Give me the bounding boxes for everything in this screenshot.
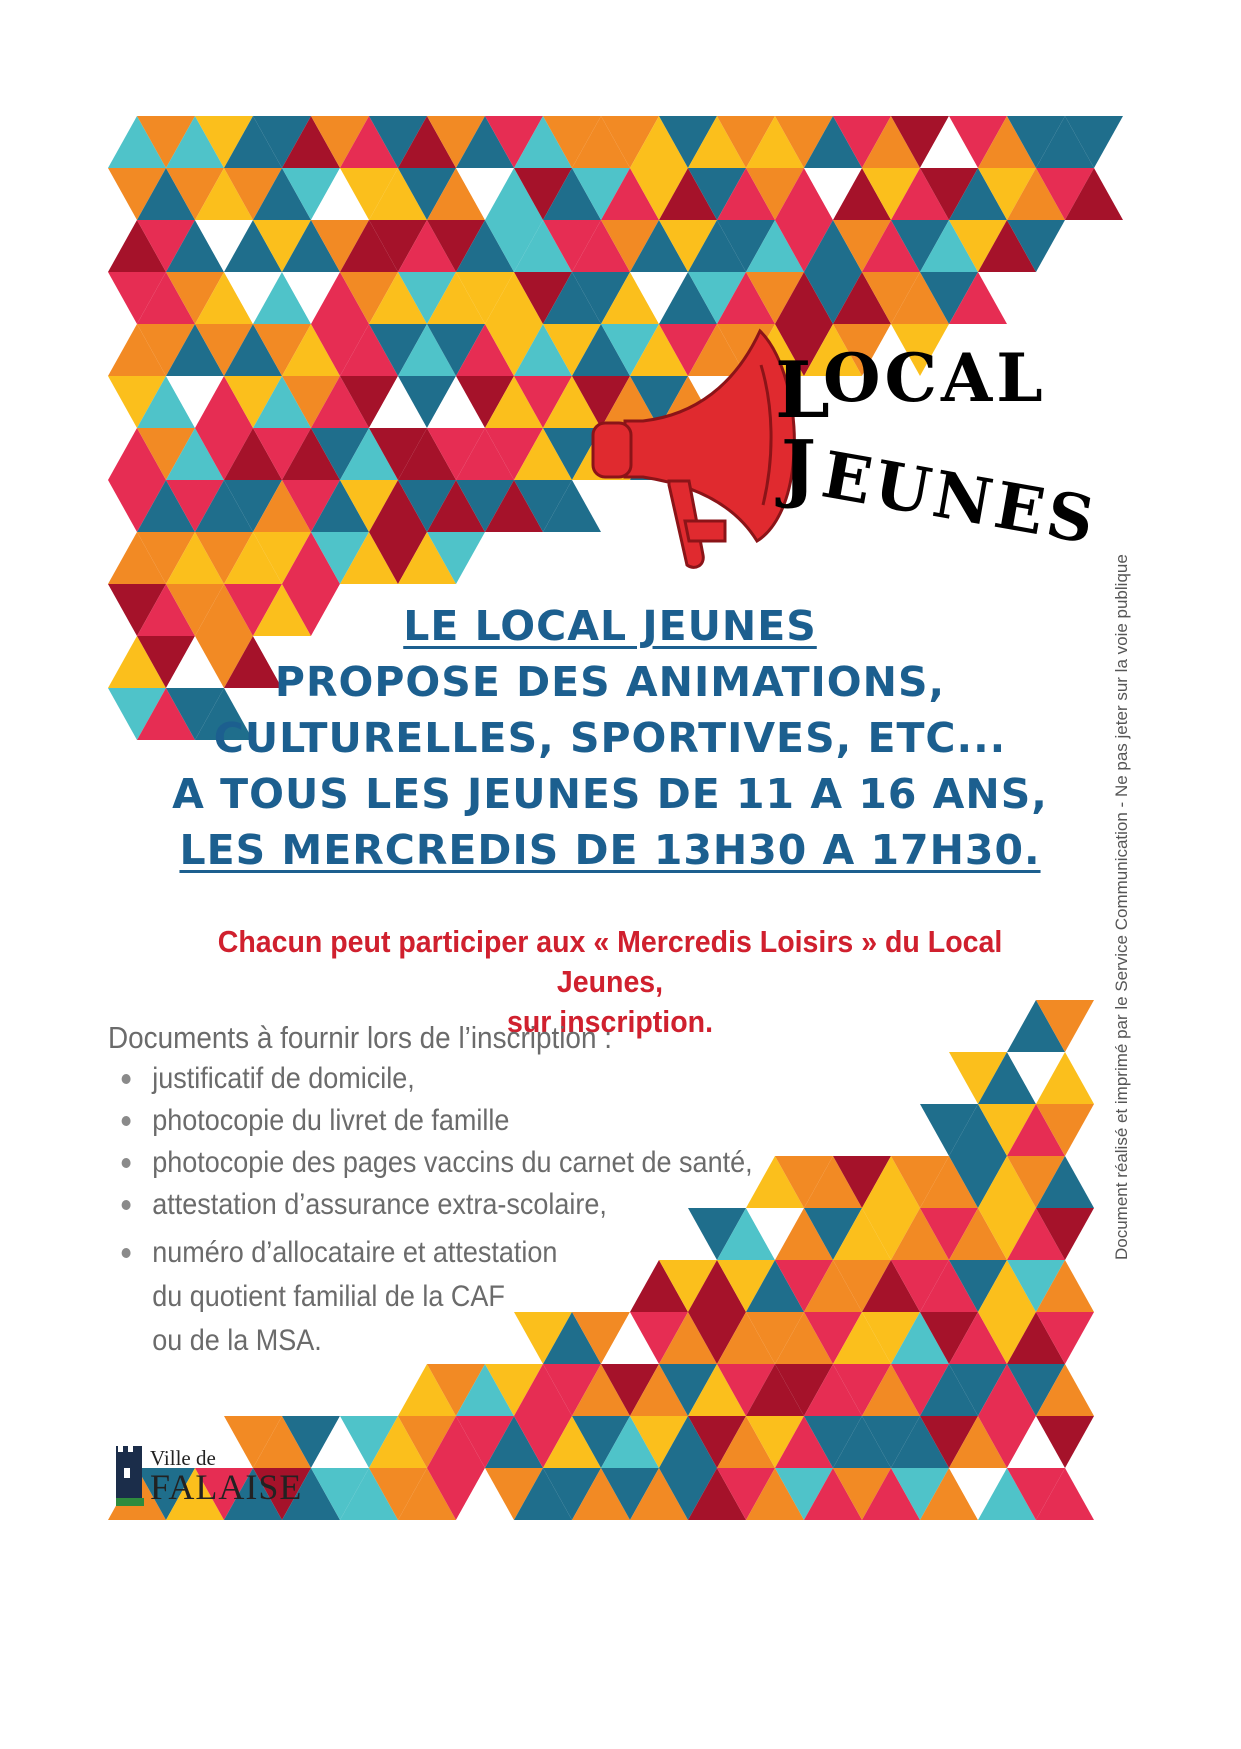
list-item: attestation d’assurance extra-scolaire, <box>118 1184 753 1226</box>
headline-line-4: A TOUS LES JEUNES DE 11 A 16 ANS, <box>172 770 1048 818</box>
bullet-icon <box>122 1248 131 1258</box>
documents-list <box>118 1058 823 1362</box>
headline-line-2: PROPOSE DES ANIMATIONS, <box>274 658 946 706</box>
bullet-icon <box>122 1116 131 1126</box>
logo-word-ocal: OCAL <box>823 339 1047 417</box>
logo-word-eunes: EUNES <box>816 437 1104 560</box>
bullet-icon <box>122 1074 131 1084</box>
headline-line-5: LES MERCREDIS DE 13H30 A 17H30. <box>179 826 1041 874</box>
documents-title: Documents à fournir lors de l’inscription : <box>108 1020 612 1055</box>
logo-letter-j: J <box>781 425 821 511</box>
headline-line-3: CULTURELLES, SPORTIVES, ETC... <box>213 714 1007 762</box>
bullet-icon <box>122 1158 131 1168</box>
logo-letter-l: L <box>775 345 834 436</box>
bullet-icon <box>122 1200 131 1210</box>
list-item: numéro d’allocataire et attestation du quotient familial de la CAF ou de la MSA. <box>118 1232 753 1362</box>
print-credit-note: Document réalisé et imprimé par le Service Communication - Ne pas jeter sur la voie publique <box>1112 554 1131 1260</box>
ville-de-falaise-logo <box>114 1446 334 1506</box>
list-item: photocopie des pages vaccins du carnet de santé, <box>118 1142 753 1184</box>
participation-note-line-1: Chacun peut participer aux « Mercredis Loisirs » du Local Jeunes, <box>217 924 1003 999</box>
participation-note-line-2: sur inscription. <box>506 1004 713 1039</box>
headline-line-1: LE LOCAL JEUNES <box>403 602 817 650</box>
tower-logo-icon <box>114 1446 146 1506</box>
list-item: justificatif de domicile, <box>118 1058 753 1100</box>
brand-prefix: Ville de <box>150 1446 216 1470</box>
local-jeunes-logo <box>585 325 1105 585</box>
brand-name: FALAISE <box>150 1467 303 1507</box>
list-item: photocopie du livret de famille <box>118 1100 753 1142</box>
headline <box>120 598 1100 878</box>
